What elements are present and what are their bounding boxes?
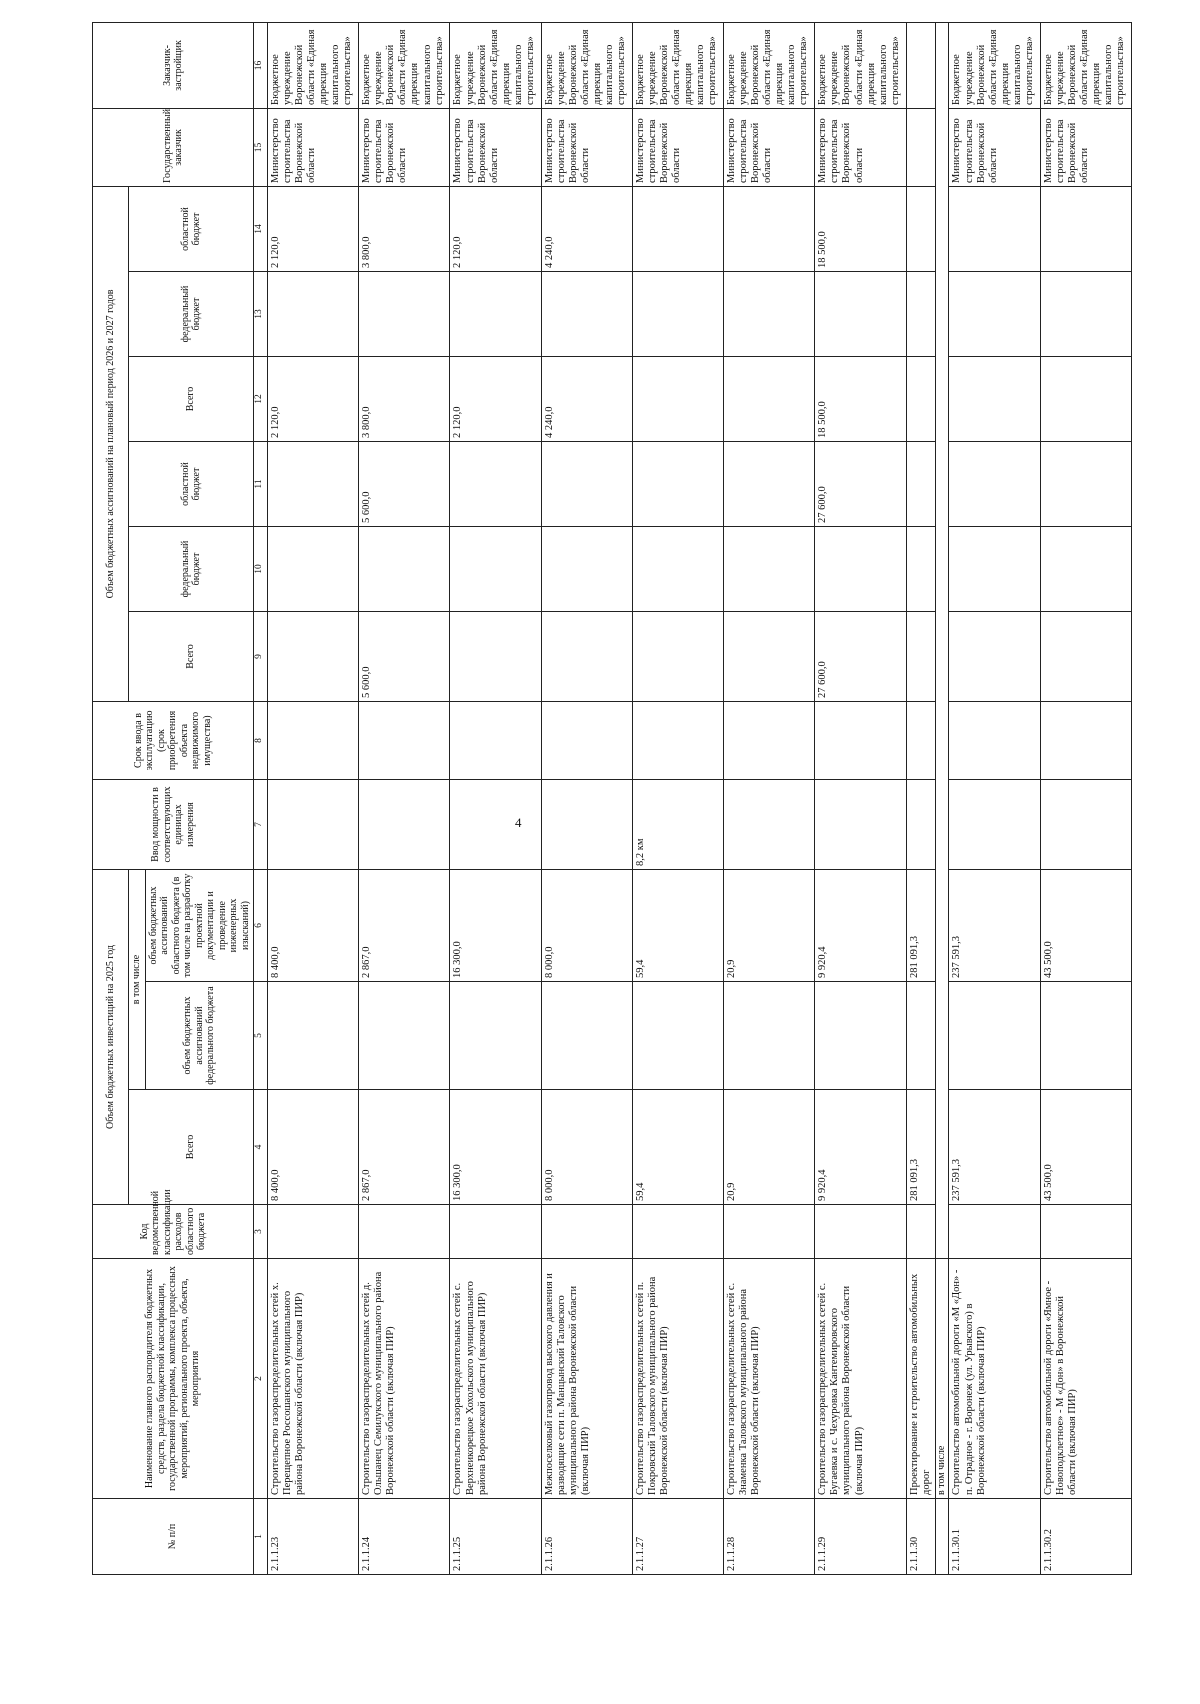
cell-8 xyxy=(815,702,906,780)
cell-4: 59,4 xyxy=(632,1090,723,1205)
cell-2: Строительство газораспределительных сетей с. Верхнеикорецкое Хохольского муниципального района Воронежской области (включая ПИР) xyxy=(450,1259,541,1499)
cell-11: 5 600,0 xyxy=(359,442,450,527)
cell-16: Бюджетное учреждение Воронежской области «Единая дирекция капитального строительства» xyxy=(359,22,450,108)
header-col-regional-2026: областной бюджет xyxy=(129,442,254,527)
cell-11 xyxy=(724,442,815,527)
cell-7 xyxy=(1040,780,1131,870)
table-body xyxy=(268,22,1132,1574)
cell-10 xyxy=(541,527,632,612)
cell-2: Строительство газораспределительных сетей с. Бугаевка и с. Чехуровка Кантемировского муниципального района Воронежской области (включая ПИР) xyxy=(815,1259,906,1499)
cell-1: 2.1.1.30 xyxy=(906,1499,936,1575)
cell-9: 27 600,0 xyxy=(815,612,906,702)
cell-6: 59,4 xyxy=(632,870,723,982)
cell-8 xyxy=(450,702,541,780)
column-index-row: 1 2 3 4 5 6 7 8 9 10 11 12 13 14 15 16 xyxy=(254,22,268,1574)
cell-6: 8 000,0 xyxy=(541,870,632,982)
cell-15: Министерство строительства Воронежской области xyxy=(541,108,632,186)
cell-3 xyxy=(724,1205,815,1259)
cell-4: 8 000,0 xyxy=(541,1090,632,1205)
cell-6: 237 591,3 xyxy=(949,870,1040,982)
cell-14 xyxy=(632,186,723,271)
cell-5 xyxy=(541,982,632,1090)
cell-4: 9 920,4 xyxy=(815,1090,906,1205)
cell-1: 2.1.1.24 xyxy=(359,1499,450,1575)
cell-2: Строительство газораспределительных сетей х. Перещепное Россошанского муниципального района Воронежской области (включая ПИР) xyxy=(268,1259,359,1499)
cell-16: Бюджетное учреждение Воронежской области «Единая дирекция капитального строительства» xyxy=(1040,22,1131,108)
header-col-federal-2027: федеральный бюджет xyxy=(129,272,254,357)
cell-10 xyxy=(949,527,1040,612)
cell-9 xyxy=(1040,612,1131,702)
cell-3 xyxy=(268,1205,359,1259)
cell-4: 281 091,3 xyxy=(906,1090,936,1205)
cell-4: 8 400,0 xyxy=(268,1090,359,1205)
cell-7: 8,2 км xyxy=(632,780,723,870)
header-col-capacity: Ввод мощности в соответствующих единицах измерения xyxy=(93,780,254,870)
cell-5 xyxy=(906,982,936,1090)
cell-5 xyxy=(450,982,541,1090)
cell-15 xyxy=(906,108,936,186)
cell-13 xyxy=(724,272,815,357)
cell-9 xyxy=(268,612,359,702)
cell-6: 43 500,0 xyxy=(1040,870,1131,982)
cell-3 xyxy=(1040,1205,1131,1259)
cell-14: 18 500,0 xyxy=(815,186,906,271)
cell-5 xyxy=(1040,982,1131,1090)
cell-13 xyxy=(632,272,723,357)
cell-7 xyxy=(815,780,906,870)
cell-3 xyxy=(541,1205,632,1259)
header-col-federal-2026: федеральный бюджет xyxy=(129,527,254,612)
cell-1: 2.1.1.29 xyxy=(815,1499,906,1575)
cell-11 xyxy=(949,442,1040,527)
header-col-federal-2025: объем бюджетных ассигнований федерального бюджета xyxy=(145,982,254,1090)
cell-12 xyxy=(724,357,815,442)
cell-5 xyxy=(268,982,359,1090)
cell-10 xyxy=(815,527,906,612)
cell-12: 18 500,0 xyxy=(815,357,906,442)
cell-7 xyxy=(359,780,450,870)
cell-1: 2.1.1.26 xyxy=(541,1499,632,1575)
cell-8 xyxy=(724,702,815,780)
cell-10 xyxy=(359,527,450,612)
header-group-plan: Объем бюджетных ассигнований на плановый период 2026 и 2027 годов xyxy=(93,186,129,701)
cell-2: Проектирование и строительство автомобильных дорог xyxy=(906,1259,936,1499)
cell-9 xyxy=(450,612,541,702)
cell-10 xyxy=(450,527,541,612)
including-row xyxy=(936,22,949,1574)
cell-15: Министерство строительства Воронежской области xyxy=(724,108,815,186)
cell-16: Бюджетное учреждение Воронежской области «Единая дирекция капитального строительства» xyxy=(450,22,541,108)
table-row xyxy=(541,22,632,1574)
header-col-customer: Государственный заказчик xyxy=(93,108,254,186)
cell-1: 2.1.1.28 xyxy=(724,1499,815,1575)
cell-11 xyxy=(906,442,936,527)
cell-14 xyxy=(906,186,936,271)
cell-13 xyxy=(906,272,936,357)
cell-7 xyxy=(450,780,541,870)
cell-7 xyxy=(906,780,936,870)
budget-investment-table xyxy=(92,22,1132,1575)
cell-16: Бюджетное учреждение Воронежской области «Единая дирекция капитального строительства» xyxy=(815,22,906,108)
header-col-total-2026: Всего xyxy=(129,612,254,702)
cell-9: 5 600,0 xyxy=(359,612,450,702)
cell-8 xyxy=(1040,702,1131,780)
header-including: в том числе xyxy=(129,870,146,1090)
cell-1: 2.1.1.25 xyxy=(450,1499,541,1575)
cell-10 xyxy=(268,527,359,612)
header-col-total-2027: Всего xyxy=(129,357,254,442)
cell-1: 2.1.1.27 xyxy=(632,1499,723,1575)
header-col-developer: Заказчик-застройщик xyxy=(93,22,254,108)
cell-9 xyxy=(632,612,723,702)
table-row xyxy=(1040,22,1131,1574)
cell-7 xyxy=(541,780,632,870)
cell-12 xyxy=(1040,357,1131,442)
cell-12: 2 120,0 xyxy=(268,357,359,442)
header-col-term: Срок ввода в эксплуатацию (срок приобретения объекта недвижимого имущества) xyxy=(93,702,254,780)
cell-16: Бюджетное учреждение Воронежской области «Единая дирекция капитального строительства» xyxy=(268,22,359,108)
cell-4: 2 867,0 xyxy=(359,1090,450,1205)
cell-5 xyxy=(815,982,906,1090)
cell-16 xyxy=(906,22,936,108)
cell-15: Министерство строительства Воронежской области xyxy=(268,108,359,186)
cell-10 xyxy=(906,527,936,612)
cell-13 xyxy=(949,272,1040,357)
cell-11 xyxy=(541,442,632,527)
cell-5 xyxy=(949,982,1040,1090)
cell-12: 3 800,0 xyxy=(359,357,450,442)
header-col-code: Код ведомственной классификации расходов областного бюджета xyxy=(93,1205,254,1259)
cell-1: 2.1.1.30.1 xyxy=(949,1499,1040,1575)
cell-15: Министерство строительства Воронежской области xyxy=(949,108,1040,186)
cell-15: Министерство строительства Воронежской области xyxy=(632,108,723,186)
header-group-2025: Объем бюджетных инвестиций на 2025 год xyxy=(93,870,129,1205)
cell-12: 2 120,0 xyxy=(450,357,541,442)
cell-12 xyxy=(906,357,936,442)
table-row xyxy=(724,22,815,1574)
cell-6: 9 920,4 xyxy=(815,870,906,982)
cell-6: 2 867,0 xyxy=(359,870,450,982)
cell-15: Министерство строительства Воронежской области xyxy=(1040,108,1131,186)
cell-6: 8 400,0 xyxy=(268,870,359,982)
cell-3 xyxy=(450,1205,541,1259)
cell-11: 27 600,0 xyxy=(815,442,906,527)
cell-11 xyxy=(268,442,359,527)
cell-14 xyxy=(1040,186,1131,271)
cell-1: 2.1.1.23 xyxy=(268,1499,359,1575)
cell-1: 2.1.1.30.2 xyxy=(1040,1499,1131,1575)
cell-13 xyxy=(815,272,906,357)
cell-3 xyxy=(632,1205,723,1259)
cell-4: 16 300,0 xyxy=(450,1090,541,1205)
cell-16: Бюджетное учреждение Воронежской области «Единая дирекция капитального строительства» xyxy=(724,22,815,108)
cell-9 xyxy=(541,612,632,702)
cell-13 xyxy=(1040,272,1131,357)
cell-14 xyxy=(949,186,1040,271)
cell-8 xyxy=(541,702,632,780)
cell-15: Министерство строительства Воронежской области xyxy=(450,108,541,186)
page-number: 4 xyxy=(515,815,522,830)
cell-13 xyxy=(450,272,541,357)
cell-13 xyxy=(268,272,359,357)
cell-10 xyxy=(632,527,723,612)
header-col-regional-2025: объем бюджетных ассигнований областного бюджета (в том числе на разработку проектной документации и проведение инженерных изысканий) xyxy=(145,870,254,982)
cell-empty xyxy=(936,22,949,1258)
cell-8 xyxy=(359,702,450,780)
cell-7 xyxy=(724,780,815,870)
cell-3 xyxy=(906,1205,936,1259)
cell-4: 237 591,3 xyxy=(949,1090,1040,1205)
cell-8 xyxy=(906,702,936,780)
cell-14: 2 120,0 xyxy=(450,186,541,271)
cell-6: 281 091,3 xyxy=(906,870,936,982)
header-col-number: № п/п xyxy=(93,1499,254,1575)
cell-4: 20,9 xyxy=(724,1090,815,1205)
rotated-table-wrapper xyxy=(92,29,1132,1575)
cell-9 xyxy=(949,612,1040,702)
table-row xyxy=(906,22,936,1574)
cell-15: Министерство строительства Воронежской области xyxy=(815,108,906,186)
cell-9 xyxy=(724,612,815,702)
cell-7 xyxy=(949,780,1040,870)
cell-2: Межпоселковый газопровод высокого давления и разводящие сети п. Манцынский Таловского муниципального района Воронежской области (включая ПИР) xyxy=(541,1259,632,1499)
cell-14: 4 240,0 xyxy=(541,186,632,271)
cell-empty xyxy=(936,1499,949,1575)
cell-7 xyxy=(268,780,359,870)
cell-2: Строительство автомобильной дороги «М «Дон» - п. Отрадное - г. Воронеж (ул. Урывского) в Воронежской области (включая ПИР) xyxy=(949,1259,1040,1499)
cell-11 xyxy=(450,442,541,527)
cell-10 xyxy=(1040,527,1131,612)
cell-2: Строительство газораспределительных сетей п. Покровский Таловского муниципального района Воронежской области (включая ПИР) xyxy=(632,1259,723,1499)
cell-4: 43 500,0 xyxy=(1040,1090,1131,1205)
including-label: в том числе xyxy=(936,1259,949,1499)
cell-13 xyxy=(359,272,450,357)
cell-13 xyxy=(541,272,632,357)
cell-3 xyxy=(949,1205,1040,1259)
cell-14: 2 120,0 xyxy=(268,186,359,271)
cell-9 xyxy=(906,612,936,702)
table-row xyxy=(949,22,1040,1574)
cell-3 xyxy=(359,1205,450,1259)
cell-16: Бюджетное учреждение Воронежской области «Единая дирекция капитального строительства» xyxy=(949,22,1040,108)
cell-15: Министерство строительства Воронежской области xyxy=(359,108,450,186)
cell-14: 3 800,0 xyxy=(359,186,450,271)
table-row xyxy=(632,22,723,1574)
cell-11 xyxy=(632,442,723,527)
cell-5 xyxy=(724,982,815,1090)
header-col-total-2025: Всего xyxy=(129,1090,254,1205)
cell-12: 4 240,0 xyxy=(541,357,632,442)
cell-2: Строительство автомобильной дороги «Ямное - Новоподклетное» - М «Дон» в Воронежской области (включая ПИР) xyxy=(1040,1259,1131,1499)
header-col-regional-2027: областной бюджет xyxy=(129,186,254,271)
cell-5 xyxy=(359,982,450,1090)
table-row xyxy=(450,22,541,1574)
cell-16: Бюджетное учреждение Воронежской области «Единая дирекция капитального строительства» xyxy=(632,22,723,108)
table-row xyxy=(359,22,450,1574)
table-row xyxy=(815,22,906,1574)
cell-3 xyxy=(815,1205,906,1259)
cell-2: Строительство газораспределительных сетей д. Ольшанец Семилукского муниципального района Воронежской области (включая ПИР) xyxy=(359,1259,450,1499)
cell-8 xyxy=(949,702,1040,780)
cell-8 xyxy=(632,702,723,780)
header-col-name: Наименование главного распорядителя бюджетных средств, раздела бюджетной классификации, государственной программы, комплекса процессных мероприятий, регионального проекта, объекта, мероприятия xyxy=(93,1259,254,1499)
cell-6: 16 300,0 xyxy=(450,870,541,982)
cell-16: Бюджетное учреждение Воронежской области «Единая дирекция капитального строительства» xyxy=(541,22,632,108)
cell-12 xyxy=(949,357,1040,442)
cell-14 xyxy=(724,186,815,271)
cell-11 xyxy=(1040,442,1131,527)
cell-12 xyxy=(632,357,723,442)
cell-10 xyxy=(724,527,815,612)
cell-6: 20,9 xyxy=(724,870,815,982)
table-row xyxy=(268,22,359,1574)
cell-8 xyxy=(268,702,359,780)
cell-2: Строительство газораспределительных сетей с. Знаменка Таловского муниципального района Воронежской области (включая ПИР) xyxy=(724,1259,815,1499)
cell-5 xyxy=(632,982,723,1090)
